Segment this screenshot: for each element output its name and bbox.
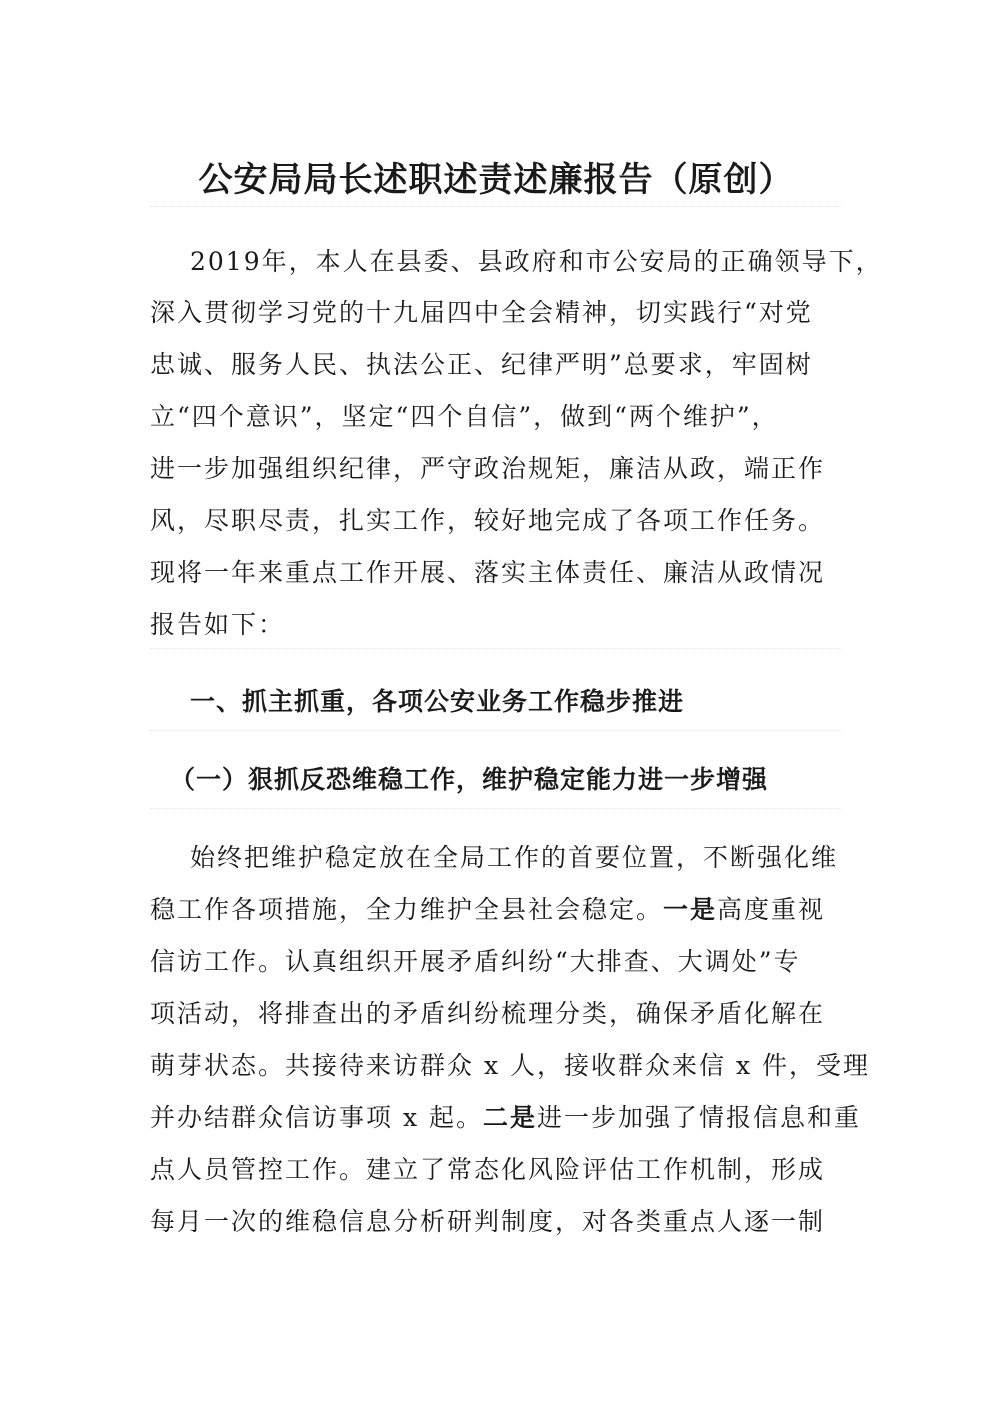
emphasis-text: 二是: [483, 1103, 538, 1132]
intro-line: 风，尽职尽责，扎实工作，较好地完成了各项工作任务。: [150, 506, 826, 535]
intro-line: 报告如下：: [150, 610, 286, 639]
emphasis-text: 一是: [663, 895, 718, 924]
divider: [150, 730, 842, 731]
body-line: 稳工作各项措施，全力维护全县社会稳定。一是高度重视: [150, 895, 826, 924]
intro-line: 2019年，本人在县委、县政府和市公安局的正确领导下，: [190, 247, 883, 276]
body-line: 并办结群众信访事项 x 起。二是进一步加强了情报信息和重: [150, 1103, 862, 1132]
divider: [150, 648, 842, 649]
body-line: 信访工作。认真组织开展矛盾纠纷“大排查、大调处”专: [150, 947, 801, 976]
document-title: 公安局局长述职述责述廉报告（原创）: [198, 160, 794, 200]
divider: [150, 808, 842, 809]
intro-line: 立“四个意识”，坚定“四个自信”，做到“两个维护”，: [150, 402, 779, 431]
intro-line: 深入贯彻学习党的十九届四中全会精神，切实践行“对党: [150, 298, 813, 327]
body-line: 项活动，将排查出的矛盾纠纷梳理分类，确保矛盾化解在: [150, 999, 826, 1028]
body-line: 点人员管控工作。建立了常态化风险评估工作机制，形成: [150, 1155, 826, 1184]
intro-line: 进一步加强组织纪律，严守政治规矩，廉洁从政，端正作: [150, 454, 826, 483]
intro-line: 忠诚、服务人民、执法公正、纪律严明”总要求，牢固树: [150, 350, 813, 379]
subsection-heading: （一）狠抓反恐维稳工作，维护稳定能力进一步增强: [170, 765, 769, 794]
section-heading: 一、抓主抓重，各项公安业务工作稳步推进: [190, 687, 685, 716]
body-line: 萌芽状态。共接待来访群众 x 人，接收群众来信 x 件，受理: [150, 1051, 870, 1080]
divider: [150, 206, 842, 207]
body-line: 每月一次的维稳信息分析研判制度，对各类重点人逐一制: [150, 1207, 826, 1236]
intro-line: 现将一年来重点工作开展、落实主体责任、廉洁从政情况: [150, 558, 826, 587]
body-line: 始终把维护稳定放在全局工作的首要位置，不断强化维: [190, 843, 839, 872]
